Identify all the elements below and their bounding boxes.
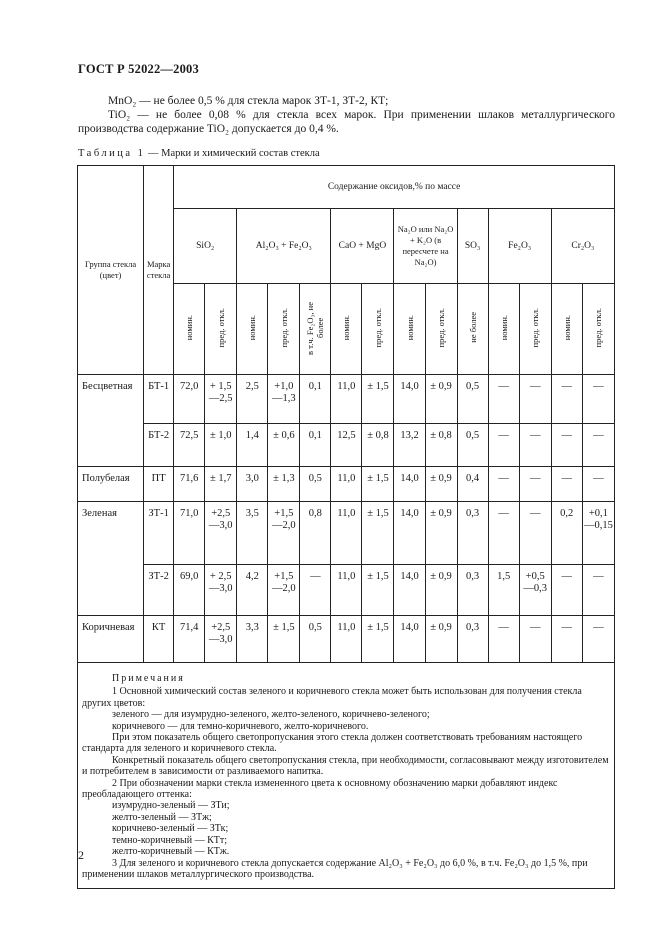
subheader-not-more (457, 284, 488, 375)
value-cell: 71,4 (174, 616, 205, 663)
value-cell: — (488, 424, 519, 467)
value-cell: 0,3 (457, 616, 488, 663)
value-cell: +1,5 —2,0 (268, 502, 300, 565)
value-cell: 0,5 (457, 424, 488, 467)
value-cell: 0,3 (457, 565, 488, 616)
note-line: 1 Основной химический состав зеленого и коричневого стекла может быть использован для получения стекла других цветов: (82, 686, 582, 709)
subheader-label: пред. откл. (530, 307, 541, 348)
mark-cell: ЗТ-1 (144, 502, 174, 565)
value-cell: 0,8 (300, 502, 331, 565)
value-cell: +1,0 —1,3 (268, 375, 300, 424)
oxide-header: Cr₂O₃ (551, 209, 614, 284)
note-line: зеленого — для изумрудно-зеленого, желто-зеленого, коричнево-зеленого; (112, 709, 430, 721)
value-cell: — (519, 502, 551, 565)
value-cell: 72,5 (174, 424, 205, 467)
value-cell: 71,6 (174, 467, 205, 502)
value-cell: 14,0 (394, 375, 425, 424)
intro-text (78, 94, 615, 136)
subheader-nomin (488, 284, 519, 375)
table-caption-prefix: Таблица 1 (78, 148, 146, 159)
value-cell: — (519, 616, 551, 663)
value-cell: 0,3 (457, 502, 488, 565)
value-cell: 0,4 (457, 467, 488, 502)
value-cell: — (488, 375, 519, 424)
value-cell: ± 0,9 (425, 502, 457, 565)
subheader-label: пред. откл. (436, 307, 447, 348)
value-cell: ± 1,5 (362, 616, 394, 663)
value-cell: 0,5 (300, 616, 331, 663)
value-cell: — (582, 375, 614, 424)
value-cell: 11,0 (331, 565, 362, 616)
value-cell: 69,0 (174, 565, 205, 616)
mark-header: Марка стекла (144, 166, 174, 375)
value-cell: ± 0,9 (425, 616, 457, 663)
composition-table (77, 165, 615, 889)
value-cell: + 1,5 —2,5 (205, 375, 237, 424)
group-cell: Полубелая (78, 467, 144, 502)
value-cell: — (551, 424, 582, 467)
value-cell: — (300, 565, 331, 616)
subheader-label: пред. откл. (215, 307, 226, 348)
subheader-label: пред. откл. (372, 307, 383, 348)
subheader-label: не более (467, 312, 478, 343)
value-cell: ± 1,3 (268, 467, 300, 502)
subheader-pred (582, 284, 614, 375)
value-cell: 1,4 (237, 424, 268, 467)
value-cell: 4,2 (237, 565, 268, 616)
note-line: коричнево-зеленый — ЗТк; (112, 823, 229, 835)
value-cell: — (519, 424, 551, 467)
note-line: коричневого — для темно-коричневого, желто-коричневого. (112, 720, 369, 732)
value-cell: 3,5 (237, 502, 268, 565)
value-cell: — (488, 616, 519, 663)
value-cell: 14,0 (394, 502, 425, 565)
value-cell: — (582, 565, 614, 616)
value-cell: — (582, 424, 614, 467)
value-cell: ± 1,5 (362, 565, 394, 616)
note-line: 2 При обозначении марки стекла измененного цвета к основному обозначению марки добавляют индекс преобладающего оттенка: (82, 777, 558, 801)
value-cell: 11,0 (331, 616, 362, 663)
note-line: желто-коричневый — КТж. (112, 846, 230, 858)
value-cell: 0,1 (300, 424, 331, 467)
subheader-pred (425, 284, 457, 375)
notes-heading: Примечания (112, 673, 185, 684)
value-cell: 1,5 (488, 565, 519, 616)
value-cell: +2,5 —3,0 (205, 502, 237, 565)
value-cell: ± 1,7 (205, 467, 237, 502)
value-cell: 11,0 (331, 502, 362, 565)
table-row (78, 565, 615, 616)
notes-block (78, 663, 615, 889)
subheader-pred (519, 284, 551, 375)
value-cell: 12,5 (331, 424, 362, 467)
value-cell: ± 0,6 (268, 424, 300, 467)
subheader-nomin (394, 284, 425, 375)
subheader-label: номин. (561, 314, 572, 341)
value-cell: +2,5 —3,0 (205, 616, 237, 663)
value-cell: — (519, 467, 551, 502)
group-header: Группа стекла (цвет) (78, 166, 144, 375)
value-cell: — (582, 467, 614, 502)
value-cell: +0,1 —0,15 (582, 502, 614, 565)
value-cell: 0,1 (300, 375, 331, 424)
value-cell: ± 1,5 (362, 375, 394, 424)
value-cell: 13,2 (394, 424, 425, 467)
note-line: 3 Для зеленого и коричневого стекла допускается содержание Al₂O₃ + Fe₂O₃ до 6,0 %, в т.ч. Fe₂O₃ до 1,5 %, при применении шлаков металлургического производства. (82, 857, 588, 880)
page-number: 2 (78, 848, 84, 862)
value-cell: — (519, 375, 551, 424)
value-cell: ± 0,8 (425, 424, 457, 467)
table-row (78, 502, 615, 565)
subheader-nomin (331, 284, 362, 375)
mark-cell: КТ (144, 616, 174, 663)
intro-line-mno2: MnO₂ — не более 0,5 % для стекла марок ЗТ-1, ЗТ-2, КТ; (108, 95, 389, 107)
value-cell: 71,0 (174, 502, 205, 565)
mark-cell: ЗТ-2 (144, 565, 174, 616)
value-cell: 2,5 (237, 375, 268, 424)
mark-cell: БТ-2 (144, 424, 174, 467)
table-row (78, 616, 615, 663)
value-cell: 11,0 (331, 375, 362, 424)
subheader-incl-fe (300, 284, 331, 375)
value-cell: ± 1,5 (362, 467, 394, 502)
note-line: желто-зеленый — ЗТж; (112, 811, 212, 823)
value-cell: 0,5 (300, 467, 331, 502)
value-cell: +0,5 —0,3 (519, 565, 551, 616)
value-cell: ± 1,5 (268, 616, 300, 663)
value-cell: ± 0,9 (425, 565, 457, 616)
subheader-nomin (237, 284, 268, 375)
oxide-header: Al₂O₃ + Fe₂O₃ (237, 209, 331, 284)
value-cell: ± 0,9 (425, 467, 457, 502)
value-cell: — (582, 616, 614, 663)
subheader-label: номин. (498, 314, 509, 341)
subheader-pred (205, 284, 237, 375)
mark-cell: БТ-1 (144, 375, 174, 424)
note-line: изумрудно-зеленый — ЗТи; (112, 800, 230, 812)
value-cell: ± 0,8 (362, 424, 394, 467)
group-cell: Зеленая (78, 502, 144, 616)
subheader-pred (268, 284, 300, 375)
subheader-label: номин. (184, 314, 195, 341)
value-cell: — (551, 565, 582, 616)
subheader-label: номин. (247, 314, 258, 341)
table-row (78, 424, 615, 467)
value-cell: — (488, 502, 519, 565)
standard-title: ГОСТ Р 52022—2003 (78, 62, 199, 76)
table-row (78, 467, 615, 502)
oxide-header: Fe₂O₃ (488, 209, 551, 284)
value-cell: — (551, 616, 582, 663)
content-header: Содержание оксидов,% по массе (174, 166, 615, 209)
value-cell: 0,2 (551, 502, 582, 565)
table-caption-text: — Марки и химический состав стекла (145, 148, 320, 159)
oxide-header: CaO + MgO (331, 209, 394, 284)
oxide-header: SO₃ (457, 209, 488, 284)
value-cell: 14,0 (394, 616, 425, 663)
note-line: Конкретный показатель общего светопропускания стекла, при необходимости, согласовывают между изготовителем и потребителем в зависимости от разливаемого напитка. (82, 754, 609, 778)
subheader-label: пред. откл. (593, 307, 604, 348)
subheader-label: номин. (404, 314, 415, 341)
value-cell: 72,0 (174, 375, 205, 424)
subheader-nomin (551, 284, 582, 375)
value-cell: — (488, 467, 519, 502)
value-cell: 14,0 (394, 467, 425, 502)
table-caption (78, 148, 320, 159)
value-cell: ± 1,0 (205, 424, 237, 467)
oxide-header: SiO₂ (174, 209, 237, 284)
value-cell: 3,3 (237, 616, 268, 663)
value-cell: 3,0 (237, 467, 268, 502)
oxide-header: Na₂O или Na₂O + K₂O (в пересчете на Na₂O) (394, 209, 457, 284)
note-line: При этом показатель общего светопропускания этого стекла должен соответствовать требованиям настоящего стандарта для зеленого и коричневого стекла. (82, 732, 583, 755)
subheader-pred (362, 284, 394, 375)
group-cell: Коричневая (78, 616, 144, 663)
group-cell: Бесцветная (78, 375, 144, 467)
subheader-nomin (174, 284, 205, 375)
subheader-label: в т.ч. Fe₂O₃, не более (305, 301, 326, 355)
mark-cell: ПТ (144, 467, 174, 502)
value-cell: — (551, 467, 582, 502)
value-cell: ± 0,9 (425, 375, 457, 424)
subheader-label: номин. (341, 314, 352, 341)
notes-lines (82, 686, 610, 880)
value-cell: 14,0 (394, 565, 425, 616)
note-line: темно-коричневый — КТт; (112, 834, 228, 846)
value-cell: 0,5 (457, 375, 488, 424)
value-cell: + 2,5 —3,0 (205, 565, 237, 616)
value-cell: — (551, 375, 582, 424)
table-row (78, 375, 615, 424)
subheader-label: пред. откл. (278, 307, 289, 348)
value-cell: +1,5 —2,0 (268, 565, 300, 616)
intro-line-tio2: TiO₂ — не более 0,08 % для стекла всех марок. При применении шлаков металлургического производства содержание TiO₂ допускается до 0,4 %. (78, 109, 615, 135)
value-cell: ± 1,5 (362, 502, 394, 565)
value-cell: 11,0 (331, 467, 362, 502)
